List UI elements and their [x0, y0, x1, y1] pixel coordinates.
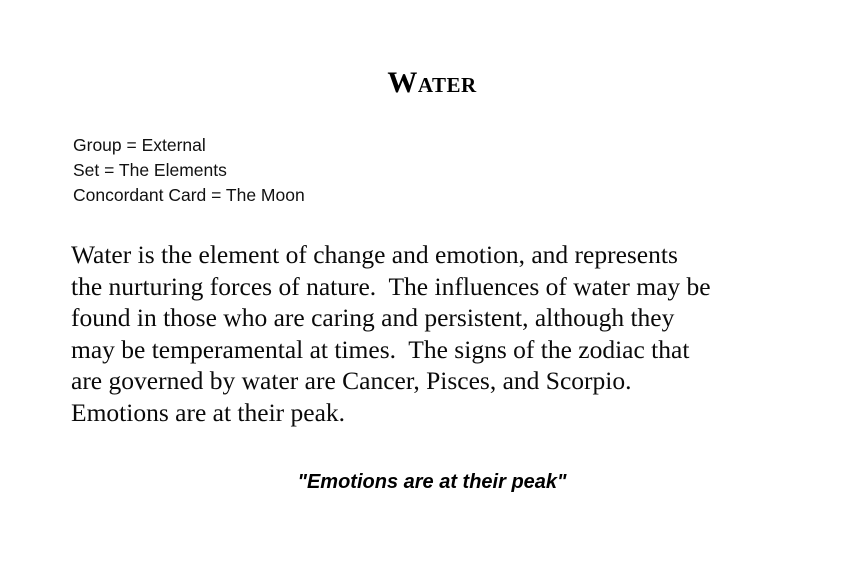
- attribute-set: Set = The Elements: [73, 160, 227, 180]
- body-line: Water is the element of change and emotion, and represents: [71, 240, 678, 269]
- attribute-group: Group = External: [73, 135, 206, 155]
- body-line: may be temperamental at times. The signs of the zodiac that: [71, 334, 690, 364]
- attribute-list: [73, 133, 773, 208]
- attribute-concordant-card: Concordant Card = The Moon: [73, 185, 305, 205]
- body-paragraph: [71, 239, 811, 428]
- body-line: are governed by water are Cancer, Pisces, and Scorpio.: [71, 366, 632, 395]
- body-line: the nurturing forces of nature. The influences of water may be: [71, 271, 711, 301]
- page-title: Water: [387, 66, 477, 99]
- body-line: Emotions are at their peak.: [71, 397, 346, 427]
- body-line: found in those who are caring and persistent, although they: [71, 303, 675, 332]
- pull-quote: "Emotions are at their peak": [297, 471, 567, 493]
